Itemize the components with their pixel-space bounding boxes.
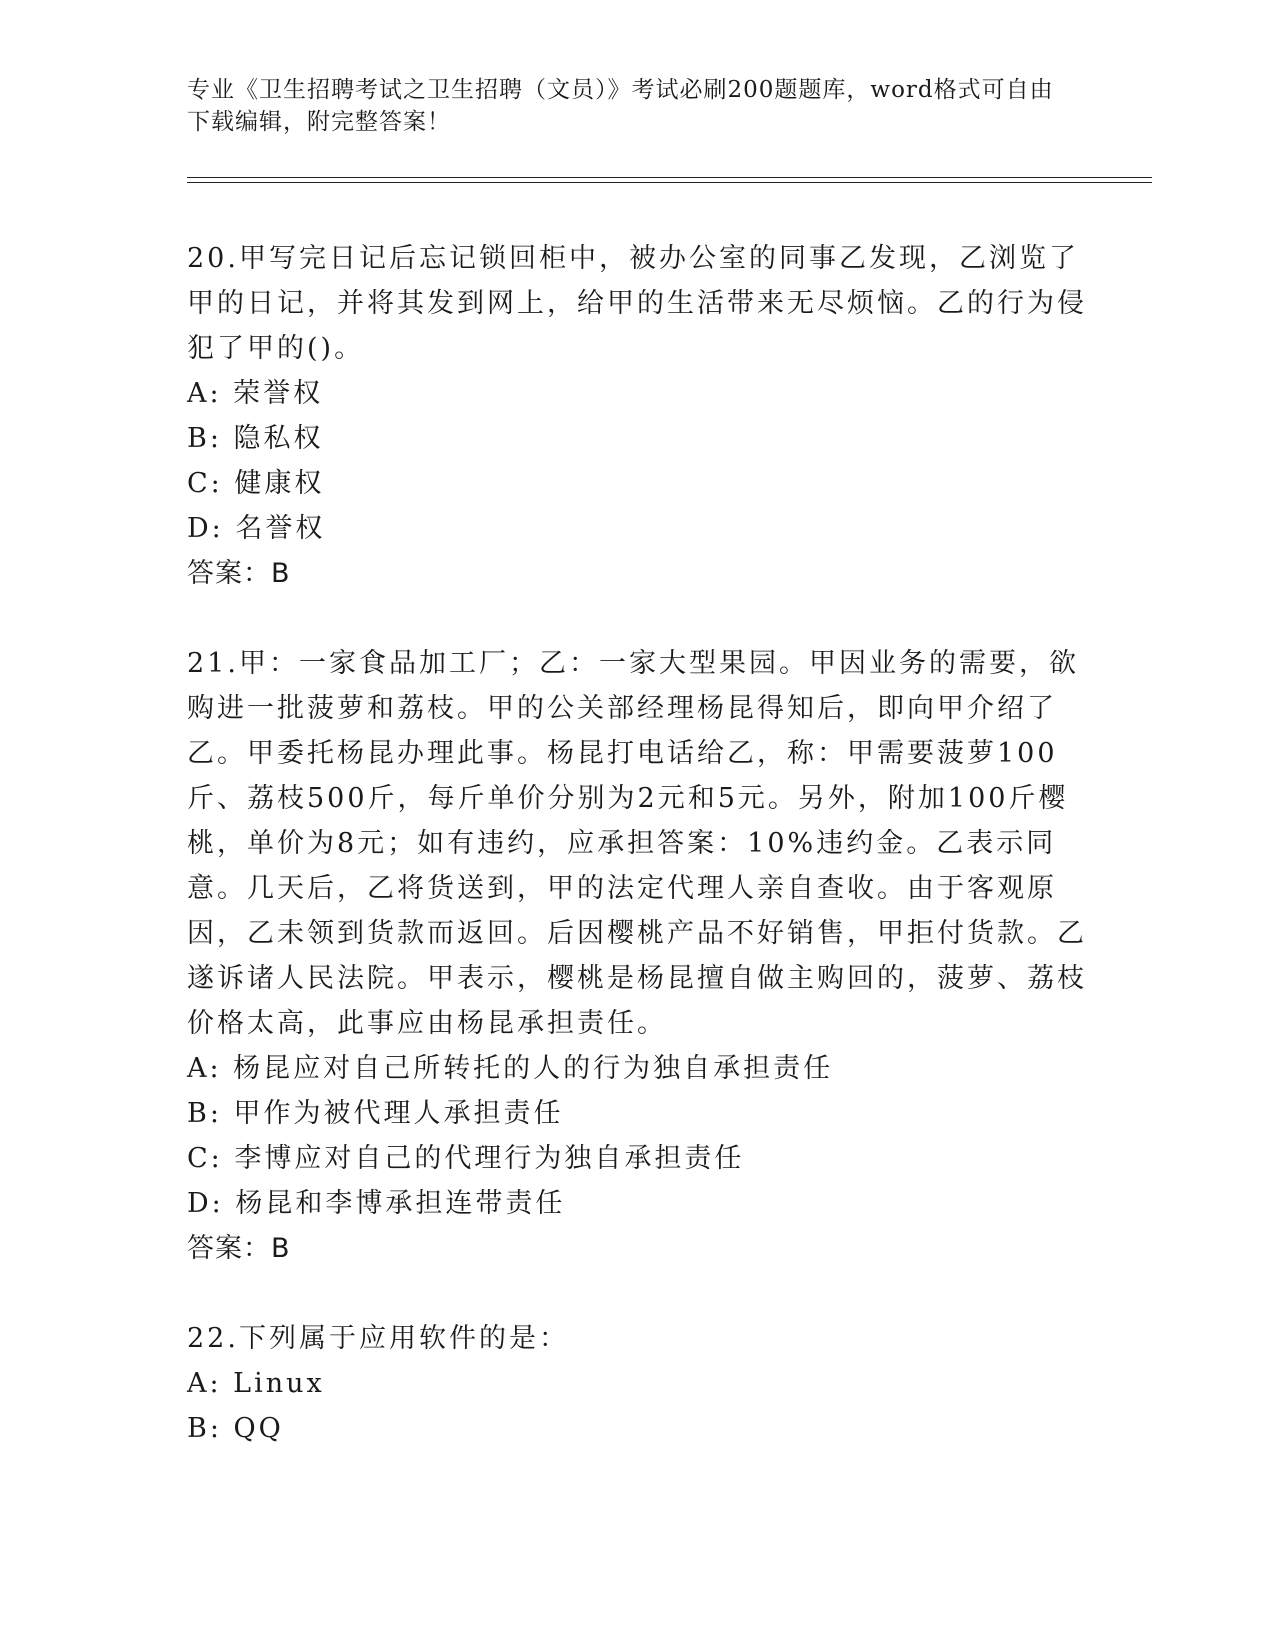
option-a: A: Linux [187, 1368, 325, 1399]
option-a: A: 荣誉权 [187, 378, 324, 409]
question-21 [187, 641, 1087, 1271]
question-20 [187, 236, 1087, 596]
question-text: 20.甲写完日记后忘记锁回柜中，被办公室的同事乙发现，乙浏览了甲的日记，并将其发到网上，给甲的生活带来无尽烦恼。乙的行为侵犯了甲的()。 [187, 243, 1087, 364]
question-22 [187, 1316, 1087, 1451]
header-divider-bottom [187, 182, 1152, 183]
question-text: 22.下列属于应用软件的是： [187, 1323, 569, 1354]
answer: 答案：B [187, 1233, 291, 1264]
option-b: B: 隐私权 [187, 423, 324, 454]
option-b: B: QQ [187, 1413, 284, 1444]
question-list [187, 236, 1087, 1451]
question-text: 21.甲：一家食品加工厂；乙：一家大型果园。甲因业务的需要，欲购进一批菠萝和荔枝。甲的公关部经理杨昆得知后，即向甲介绍了乙。甲委托杨昆办理此事。杨昆打电话给乙，称：甲需要菠萝100斤、荔枝500斤，每斤单价分别为2元和5元。另外，附加100斤樱桃，单价为8元；如有违约，应承担答案：10%违约金。乙表示同意。几天后，乙将货送到，甲的法定代理人亲自查收。由于客观原因，乙未领到货款而返回。后因樱桃产品不好销售，甲拒付货款。乙遂诉诸人民法院。甲表示，樱桃是杨昆擅自做主购回的，菠萝、荔枝价格太高，此事应由杨昆承担责任。 [187, 648, 1087, 1039]
option-d: D: 杨昆和李博承担连带责任 [187, 1188, 566, 1219]
option-c: C: 健康权 [187, 468, 325, 499]
header-divider-top [187, 177, 1152, 178]
option-c: C: 李博应对自己的代理行为独自承担责任 [187, 1143, 745, 1174]
option-b: B: 甲作为被代理人承担责任 [187, 1098, 564, 1129]
option-a: A: 杨昆应对自己所转托的人的行为独自承担责任 [187, 1053, 834, 1084]
option-d: D: 名誉权 [187, 513, 326, 544]
answer: 答案：B [187, 558, 291, 589]
page-header: 专业《卫生招聘考试之卫生招聘（文员）》考试必刷200题题库，word格式可自由下载编辑，附完整答案！ [187, 77, 1054, 135]
